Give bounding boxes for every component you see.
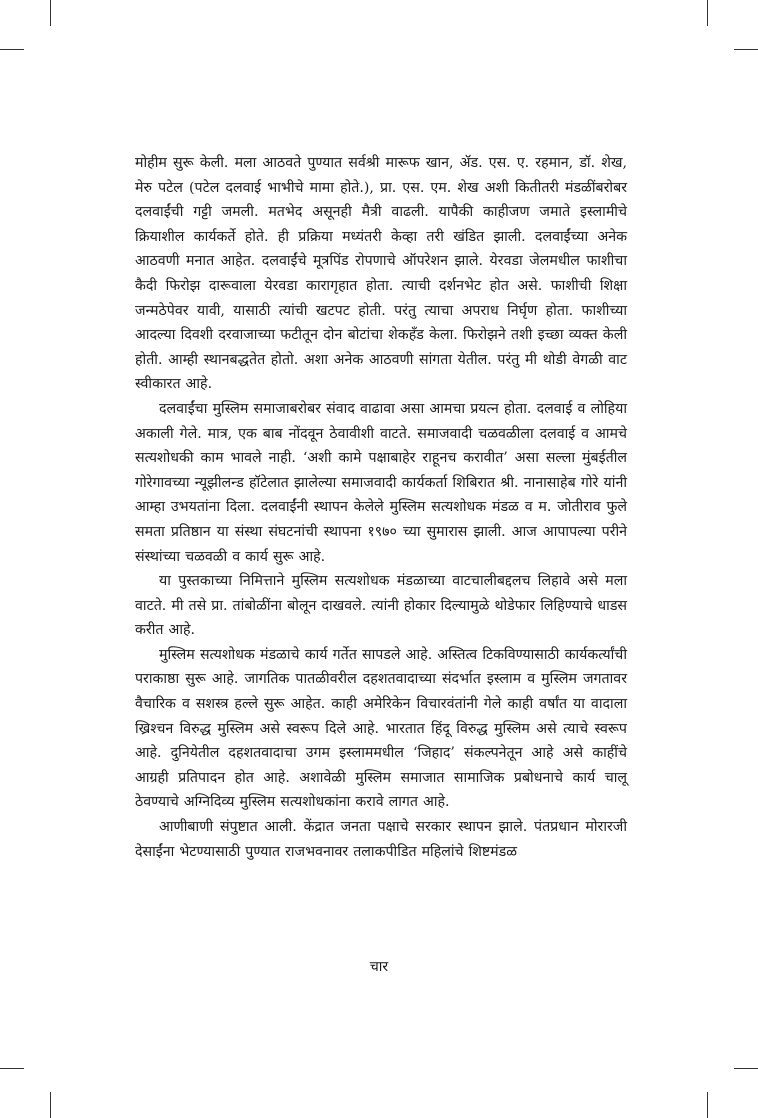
paragraph-3: या पुस्तकाच्या निमित्ताने मुस्लिम सत्यशोधक मंडळाच्या वाटचालीबद्दलच लिहावे असे मला वाटते. मी तसे प्रा. तांबोळींना बोलून दाखवले. त्यांनी होकार दिल्यामुळे थोडेफार लिहिण्याचे धाडस करीत आहे. bbox=[135, 573, 627, 639]
crop-mark-bottom-right-horizontal bbox=[734, 1068, 758, 1069]
crop-mark-bottom-right-vertical bbox=[707, 1092, 708, 1118]
paragraph-5: आणीबाणी संपुष्टात आली. केंद्रात जनता पक्षाचे सरकार स्थापन झाले. पंतप्रधान मोरारजी देसाईंना भेटण्यासाठी पुण्यात राजभवनावर तलाकपीडित महिलांचे शिष्टमंडळ bbox=[135, 819, 627, 860]
page-number: चार bbox=[369, 959, 389, 975]
crop-mark-top-left-horizontal bbox=[0, 49, 24, 50]
crop-mark-bottom-left-vertical bbox=[50, 1092, 51, 1118]
paragraph-1: मोहीम सुरू केली. मला आठवते पुण्यात सर्वश्री मारूफ खान, ॲड. एस. ए. रहमान, डॉ. शेख, मेरु पटेल (पटेल दलवाई भाभीचे मामा होते.), प्रा. एस. एम. शेख अशी कितीतरी मंडळींबरोबर दलवाईंची गट्टी जमली. मतभेद असूनही मैत्री वाढली. यापैकी काहीजण जमाते इस्लामीचे क्रियाशील कार्यकर्ते होते. ही प्रक्रिया मध्यंतरी केव्हा तरी खंडित झाली. दलवाईंच्या अनेक आठवणी मनात आहेत. दलवाईंचे मूत्रपिंड रोपणाचे ऑपरेशन झाले. येरवडा जेलमधील फाशीचा कैदी फिरोझ दारूवाला येरवडा कारागृहात होता. त्याची दर्शनभेट होत असे. फाशीची शिक्षा जन्मठेपेवर यावी, यासाठी त्यांची खटपट होती. परंतु त्याचा अपराध निर्घृण होता. फाशीच्या आदल्या दिवशी दरवाजाच्या फटीतून दोन बोटांचा शेकहँड केला. फिरोझने तशी इच्छा व्यक्त केली होती. आम्ही स्थानबद्धतेत होतो. अशा अनेक आठवणी सांगता येतील. परंतु मी थोडी वेगळी वाट स्वीकारत आहे. bbox=[135, 155, 627, 393]
page-body bbox=[135, 151, 627, 864]
crop-mark-top-right-vertical bbox=[707, 0, 708, 26]
crop-mark-top-left-vertical bbox=[50, 0, 51, 26]
crop-mark-top-right-horizontal bbox=[734, 49, 758, 50]
crop-mark-bottom-left-horizontal bbox=[0, 1068, 24, 1069]
paragraph-4: मुस्लिम सत्यशोधक मंडळाचे कार्य गर्तेत सापडले आहे. अस्तित्व टिकविण्यासाठी कार्यकर्त्यांची पराकाष्ठा सुरू आहे. जागतिक पातळीवरील दहशतवादाच्या संदर्भात इस्लाम व मुस्लिम जगतावर वैचारिक व सशस्त्र हल्ले सुरू आहेत. काही अमेरिकेन विचारवंतांनी गेले काही वर्षांत या वादाला ख्रिश्चन विरुद्ध मुस्लिम असे स्वरूप दिले आहे. भारतात हिंदू विरुद्ध मुस्लिम असे त्याचे स्वरूप आहे. दुनियेतील दहशतवादाचा उगम इस्लाममधील ‘जिहाद’ संकल्पनेतून आहे असे काहींचे आग्रही प्रतिपादन होत आहे. अशावेळी मुस्लिम समाजात सामाजिक प्रबोधनाचे कार्य चालू ठेवण्याचे अग्निदिव्य मुस्लिम सत्यशोधकांना करावे लागत आहे. bbox=[135, 646, 627, 811]
paragraph-2: दलवाईंचा मुस्लिम समाजाबरोबर संवाद वाढावा असा आमचा प्रयत्न होता. दलवाई व लोहिया अकाली गेले. मात्र, एक बाब नोंदवून ठेवावीशी वाटते. समाजवादी चळवळीला दलवाई व आमचे सत्यशोधकी काम भावले नाही. ‘अशी कामे पक्षाबाहेर राहूनच करावीत’ असा सल्ला मुंबईतील गोरेगावच्या न्यूझीलन्ड हॉटेलात झालेल्या समाजवादी कार्यकर्ता शिबिरात श्री. नानासाहेब गोरे यांनी आम्हा उभयतांना दिला. दलवाईंनी स्थापन केलेले मुस्लिम सत्यशोधक मंडळ व म. जोतीराव फुले समता प्रतिष्ठान या संस्था संघटनांची स्थापना १९७० च्या सुमारास झाली. आज आपापल्या परीने संस्थांच्या चळवळी व कार्य सुरू आहे. bbox=[135, 400, 627, 565]
